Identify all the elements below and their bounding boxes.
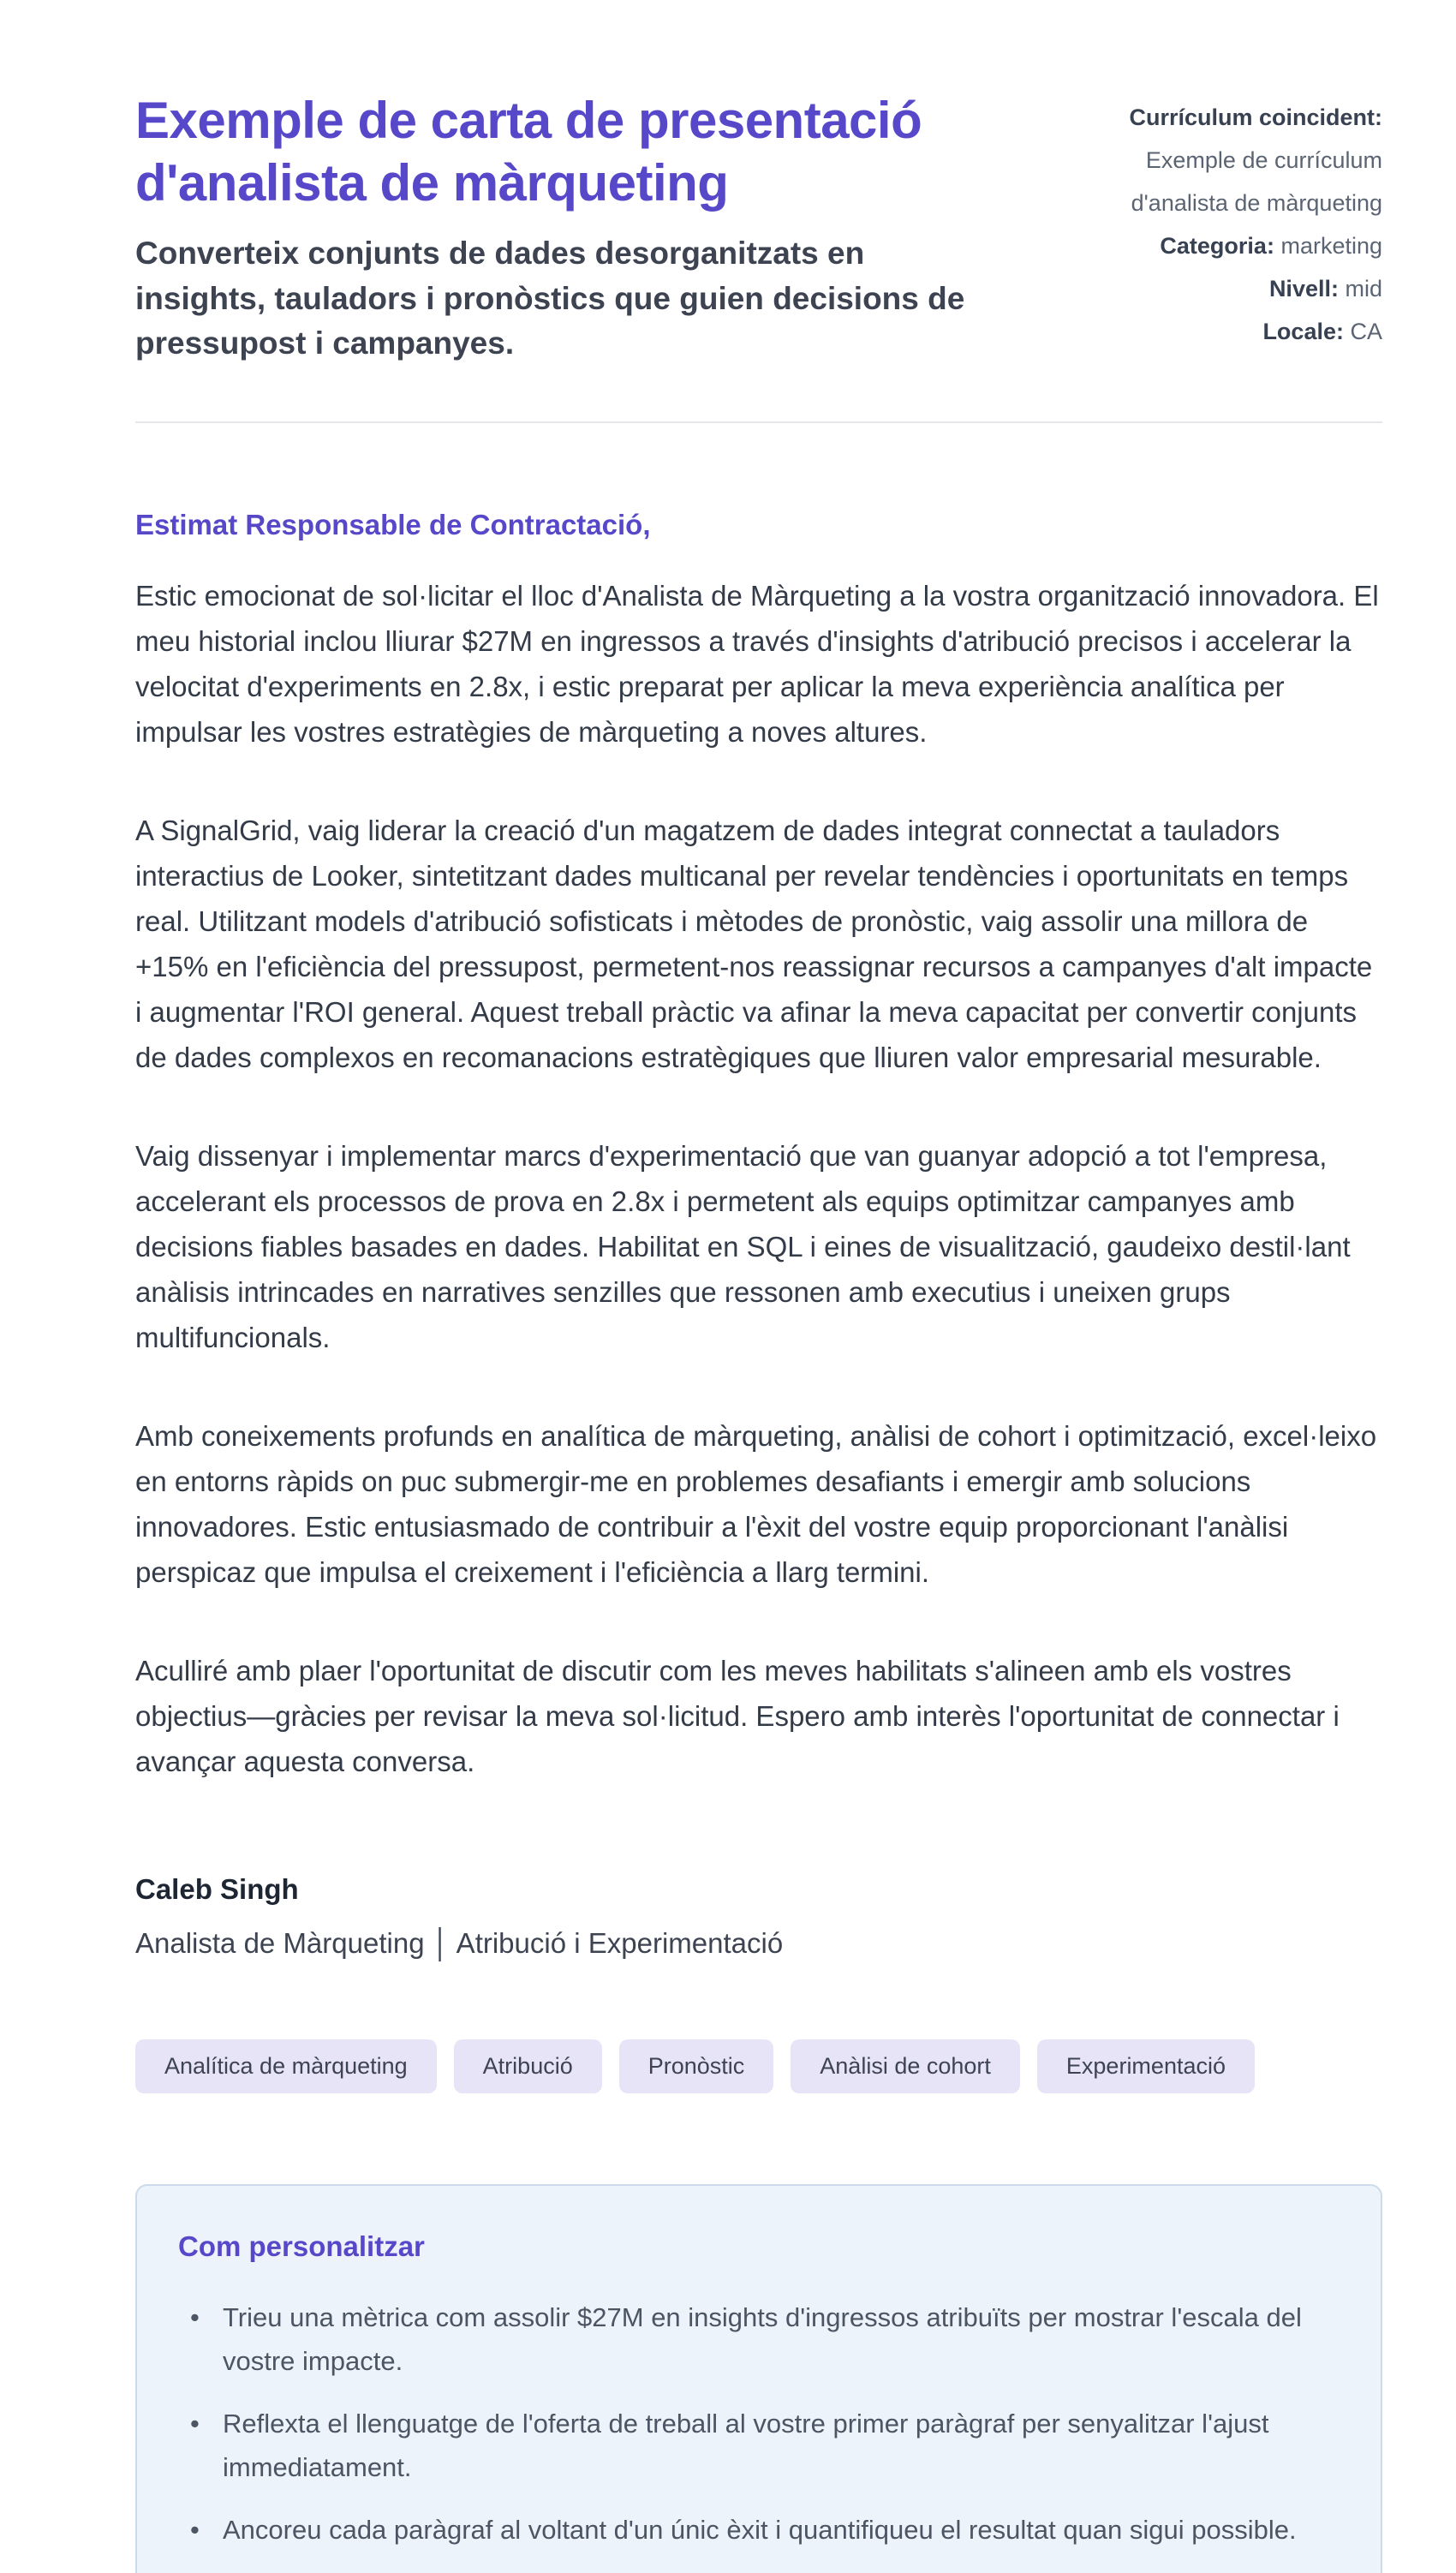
tip-item-2: • Reflexta el llenguatge de l'oferta de treball al vostre primer paràgraf per senyalitzar l'ajust immediatament. — [190, 2402, 1321, 2489]
meta-resume-value: Exemple de currículum d'analista de màrqueting — [1131, 147, 1382, 216]
meta-locale-row — [1057, 310, 1382, 353]
header-divider — [135, 421, 1382, 423]
header — [135, 89, 1382, 367]
tip-item-3: • Ancoreu cada paràgraf al voltant d'un únic èxit i quantifiqueu el resultat quan sigui possible. — [190, 2508, 1321, 2552]
page-subtitle: Converteix conjunts de dades desorganitzats en insights, tauladors i pronòstics que guien decisions de pressupost i campanyes. — [135, 236, 965, 361]
letter-paragraph-4: Amb coneixements profunds en analítica de màrqueting, anàlisi de cohort i optimització, excel·leixo en entorns ràpids on puc submergir-me en problemes desafiants i emergir amb solucions innovadores. Estic entusiasmado de contribuir a l'èxit del vostre equip proporcionant l'anàlisi perspicaz que impulsa el creixement i l'eficiència a llarg termini. — [135, 1419, 1377, 1588]
tips-list — [178, 2295, 1340, 2552]
meta-resume-value-row — [1057, 139, 1382, 224]
tips-title: Com personalitzar — [178, 2230, 425, 2262]
letter-paragraph-3: Vaig dissenyar i implementar marcs d'experimentació que van guanyar adopció a tot l'empresa, accelerant els processos de prova en 2.8x i permetent als equips optimitzar campanyes amb decisions fiables basades en dades. Habilitat en SQL i eines de visualització, gaudeixo destil·lant anàlisis intrincades en narratives senzilles que ressonen amb executius i uneixen grups multifuncionals. — [135, 1139, 1351, 1353]
tag-pill-experimentation: Experimentació — [1037, 2039, 1255, 2093]
meta-panel — [1057, 89, 1382, 353]
letter-paragraph-5: Aculliré amb plaer l'oportunitat de discutir com les meves habilitats s'alineen amb els vostres objectius—gràcies per revisar la meva sol·licitud. Espero amb interès l'oportunitat de connectar i avançar aquesta conversa. — [135, 1654, 1340, 1777]
signature-role: Analista de Màrqueting │ Atribució i Experimentació — [135, 1926, 784, 1959]
meta-category-label: Categoria: — [1160, 233, 1274, 259]
header-left — [135, 89, 1017, 367]
page-title: Exemple de carta de presentació d'analista de màrqueting — [135, 92, 922, 212]
tag-pill-marketing-analytics: Analítica de màrqueting — [135, 2039, 437, 2093]
signature-name: Caleb Singh — [135, 1872, 299, 1905]
tip-item-1: • Trieu una mètrica com assolir $27M en insights d'ingressos atribuïts per mostrar l'escala del vostre impacte. — [190, 2295, 1321, 2383]
letter-paragraph-1: Estic emocionat de sol·licitar el lloc d'Analista de Màrqueting a la vostra organització innovadora. El meu historial inclou lliurar $27M en ingressos a través d'insights d'atribució precisos i accelerar la velocitat d'experiments en 2.8x, i estic preparat per aplicar la meva experiència analítica per impulsar les vostres estratègies de màrqueting a noves altures. — [135, 579, 1379, 748]
meta-level-value: mid — [1345, 276, 1382, 301]
tag-pill-forecasting: Pronòstic — [619, 2039, 774, 2093]
meta-category-row — [1057, 224, 1382, 267]
meta-resume-row — [1057, 96, 1382, 139]
tag-list — [135, 2039, 1382, 2093]
meta-resume-label: Currículum coincident: — [1129, 104, 1382, 130]
meta-level-row — [1057, 267, 1382, 310]
meta-category-value: marketing — [1280, 233, 1382, 259]
letter-paragraph-2: A SignalGrid, vaig liderar la creació d'un magatzem de dades integrat connectat a tauladors interactius de Looker, sintetitzant dades multicanal per revelar tendències i oportunitats en temps real. Utilitzant models d'atribució sofisticats i mètodes de pronòstic, vaig assolir una millora de +15% en l'eficiència del pressupost, permetent-nos reassignar recursos a campanyes d'alt impacte i augmentar l'ROI general. Aquest treball pràctic va afinar la meva capacitat per convertir conjunts de dades complexos en recomanacions estratègiques que lliuren valor empresarial mesurable. — [135, 814, 1373, 1073]
cover-letter-body — [135, 502, 1382, 1966]
meta-level-label: Nivell: — [1268, 276, 1339, 301]
meta-locale-label: Locale: — [1262, 319, 1344, 344]
tag-pill-cohort-analysis: Anàlisi de cohort — [791, 2039, 1020, 2093]
tips-panel — [135, 2184, 1382, 2573]
tag-pill-attribution: Atribució — [454, 2039, 602, 2093]
meta-locale-value: CA — [1350, 319, 1382, 344]
salutation: Estimat Responsable de Contractació, — [135, 508, 651, 540]
